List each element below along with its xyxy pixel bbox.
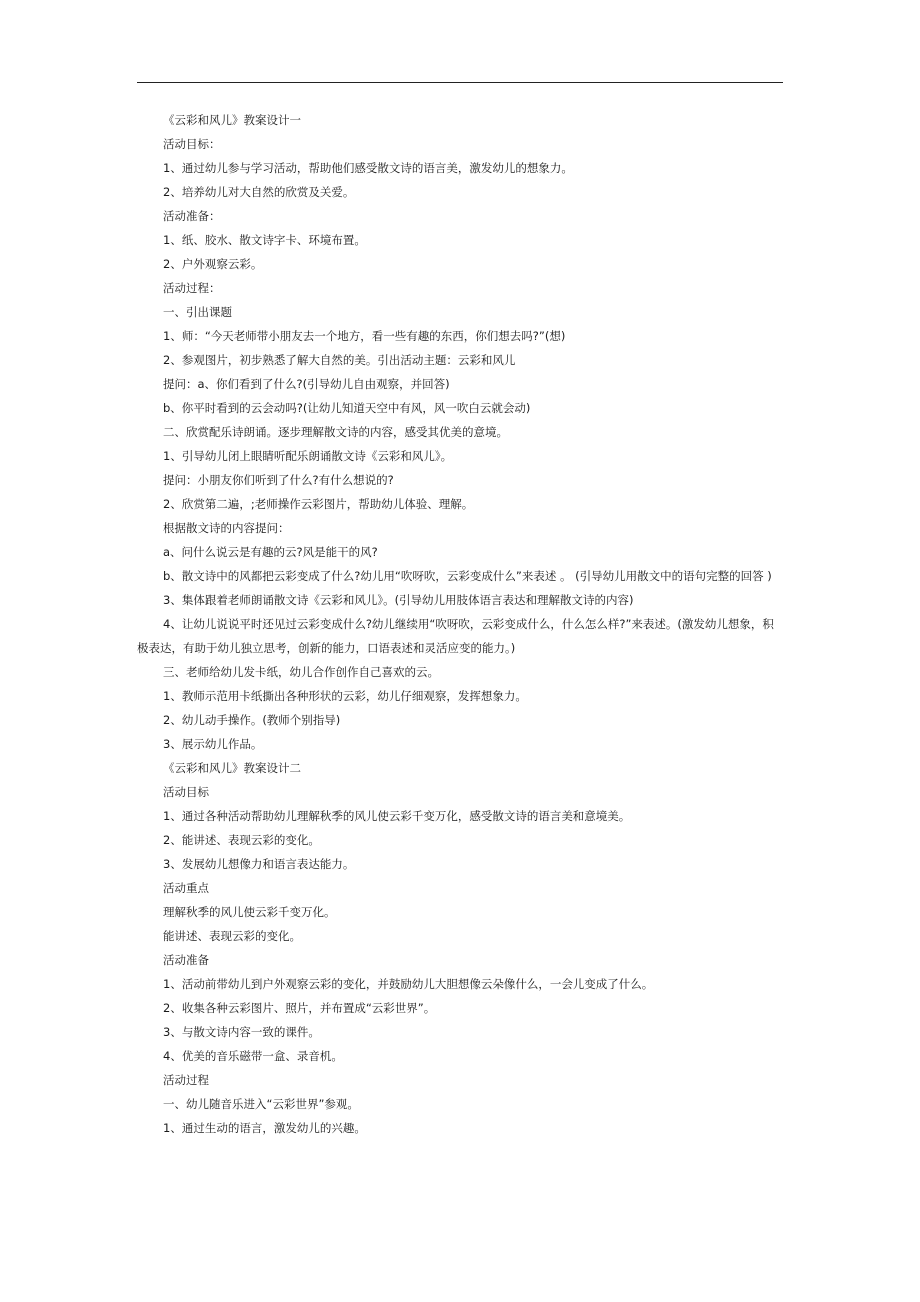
paragraph-wrapped: b、散文诗中的风都把云彩变成了什么?幼儿用“吹呀吹，云彩变成什么”来表述 。 (引导幼儿用散文中的语句完整的回答 ) — [163, 569, 772, 583]
paragraph: 1、纸、胶水、散文诗字卡、环境布置。 — [163, 233, 366, 247]
heading-process: 活动过程 — [163, 1073, 209, 1087]
paragraph: 一、引出课题 — [163, 305, 232, 319]
paragraph: 3、与散文诗内容一致的课件。 — [163, 1025, 320, 1039]
paragraph: b、你平时看到的云会动吗?(让幼儿知道天空中有风，风一吹白云就会动) — [163, 401, 531, 415]
paragraph: 理解秋季的风儿使云彩千变万化。 — [163, 905, 336, 919]
section-title-2: 《云彩和风儿》教案设计二 — [163, 761, 301, 775]
paragraph: 能讲述、表现云彩的变化。 — [163, 929, 301, 943]
paragraph: 一、幼儿随音乐进入“云彩世界”参观。 — [163, 1097, 359, 1111]
paragraph: 4、优美的音乐磁带一盒、录音机。 — [163, 1049, 343, 1063]
paragraph: 2、参观图片，初步熟悉了解大自然的美。引出活动主题：云彩和风儿 — [163, 353, 516, 367]
paragraph: 2、户外观察云彩。 — [163, 257, 263, 271]
paragraph: 3、发展幼儿想像力和语言表达能力。 — [163, 857, 355, 871]
paragraph-wrapped: 4、让幼儿说说平时还见过云彩变成什么?幼儿继续用“吹呀吹，云彩变成什么，什么怎么样?”来表述。(激发幼儿想象，积极表达，有助于幼儿独立思考，创新的能力，口语表述和灵活应变的能力。) — [137, 617, 774, 655]
heading-objectives: 活动目标： — [163, 137, 221, 151]
paragraph: 2、能讲述、表现云彩的变化。 — [163, 833, 320, 847]
document-body — [0, 108, 920, 1140]
paragraph: 2、培养幼儿对大自然的欣赏及关爱。 — [163, 185, 355, 199]
paragraph: 1、引导幼儿闭上眼睛听配乐朗诵散文诗《云彩和风儿》。 — [163, 449, 453, 463]
paragraph: 1、通过各种活动帮助幼儿理解秋季的风儿使云彩千变万化，感受散文诗的语言美和意境美。 — [163, 809, 631, 823]
header-rule — [137, 82, 783, 83]
heading-preparation: 活动准备： — [163, 209, 221, 223]
paragraph: 3、集体跟着老师朗诵散文诗《云彩和风儿》。(引导幼儿用肢体语言表达和理解散文诗的内容) — [163, 593, 634, 607]
paragraph: 提问：a、你们看到了什么?(引导幼儿自由观察，并回答) — [163, 377, 450, 391]
paragraph: 1、通过幼儿参与学习活动，帮助他们感受散文诗的语言美，激发幼儿的想象力。 — [163, 161, 573, 175]
paragraph: 提问：小朋友你们听到了什么?有什么想说的? — [163, 473, 394, 487]
paragraph: 1、活动前带幼儿到户外观察云彩的变化，并鼓励幼儿大胆想像云朵像什么，一会儿变成了什么。 — [163, 977, 654, 991]
paragraph: 1、教师示范用卡纸撕出各种形状的云彩，幼儿仔细观察，发挥想象力。 — [163, 689, 527, 703]
paragraph: 2、欣赏第二遍，;老师操作云彩图片，帮助幼儿体验、理解。 — [163, 497, 474, 511]
paragraph: a、问什么说云是有趣的云?风是能干的风? — [163, 545, 378, 559]
paragraph: 二、欣赏配乐诗朗诵。逐步理解散文诗的内容，感受其优美的意境。 — [163, 425, 508, 439]
heading-objectives: 活动目标 — [163, 785, 209, 799]
paragraph: 根据散文诗的内容提问： — [163, 521, 290, 535]
paragraph: 三、老师给幼儿发卡纸，幼儿合作创作自己喜欢的云。 — [163, 665, 439, 679]
paragraph: 2、收集各种云彩图片、照片，并布置成“云彩世界”。 — [163, 1001, 436, 1015]
paragraph: 1、师：“今天老师带小朋友去一个地方，看一些有趣的东西，你们想去吗?”(想) — [163, 329, 566, 343]
paragraph: 2、幼儿动手操作。(教师个别指导) — [163, 713, 341, 727]
paragraph: 3、展示幼儿作品。 — [163, 737, 263, 751]
section-title-1: 《云彩和风儿》教案设计一 — [163, 113, 301, 127]
heading-process: 活动过程： — [163, 281, 221, 295]
heading-focus: 活动重点 — [163, 881, 209, 895]
heading-preparation: 活动准备 — [163, 953, 209, 967]
paragraph: 1、通过生动的语言，激发幼儿的兴趣。 — [163, 1121, 366, 1135]
